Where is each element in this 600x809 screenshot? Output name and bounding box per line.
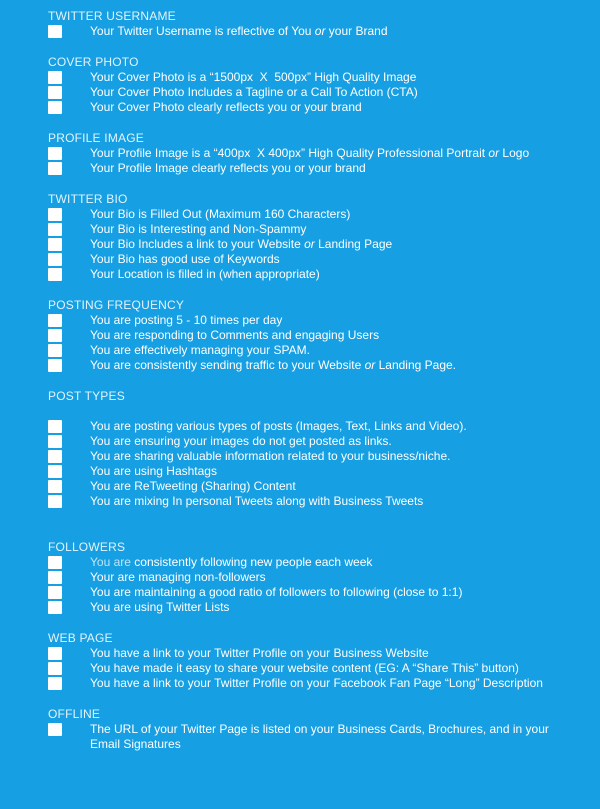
checklist-item xyxy=(48,85,574,100)
checklist-item-text: You are sharing valuable information related to your business/niche. xyxy=(90,449,451,463)
checklist-item xyxy=(48,161,574,176)
checklist-item xyxy=(48,237,574,252)
checklist-item-text: You have a link to your Twitter Profile on your Business Website xyxy=(90,646,429,660)
section-profile-image xyxy=(48,131,574,176)
checkbox[interactable] xyxy=(48,465,62,478)
checklist-item-text: You are posting various types of posts (Images, Text, Links and Video). xyxy=(90,419,467,433)
checklist-item-text: You are consistently following new people each week xyxy=(90,555,373,569)
checklist-item xyxy=(48,328,574,343)
checklist-item-text: You are using Twitter Lists xyxy=(90,600,230,614)
checklist-item xyxy=(48,222,574,237)
checklist-item-text: Your Bio is Interesting and Non-Spammy xyxy=(90,222,307,236)
checklist-item-text: Your Bio is Filled Out (Maximum 160 Characters) xyxy=(90,207,351,221)
checklist-item-text: You are ReTweeting (Sharing) Content xyxy=(90,479,296,493)
checklist-item xyxy=(48,722,574,752)
checklist-item xyxy=(48,555,574,570)
checkbox[interactable] xyxy=(48,495,62,508)
checklist-item-text: Your are managing non-followers xyxy=(90,570,266,584)
checklist-item-text: Your Cover Photo clearly reflects you or your brand xyxy=(90,100,362,114)
checklist-item xyxy=(48,70,574,85)
checklist-item xyxy=(48,343,574,358)
checklist-item xyxy=(48,661,574,676)
section-title: PROFILE IMAGE xyxy=(48,131,144,145)
section-title: OFFLINE xyxy=(48,707,101,721)
checkbox[interactable] xyxy=(48,556,62,569)
section-cover-photo xyxy=(48,55,574,115)
checkbox[interactable] xyxy=(48,601,62,614)
checkbox[interactable] xyxy=(48,677,62,690)
section-post-types xyxy=(48,389,574,509)
checkbox[interactable] xyxy=(48,344,62,357)
checkbox[interactable] xyxy=(48,268,62,281)
checklist-item xyxy=(48,358,574,373)
checklist-item xyxy=(48,646,574,661)
checklist-item xyxy=(48,100,574,115)
checklist-item xyxy=(48,24,574,39)
checklist-item xyxy=(48,449,574,464)
checklist-item xyxy=(48,494,574,509)
checklist-item-text: You are using Hashtags xyxy=(90,464,217,478)
checkbox[interactable] xyxy=(48,314,62,327)
checklist-item-text: The URL of your Twitter Page is listed on your Business Cards, Brochures, and in your Email Signatures xyxy=(90,722,553,751)
checkbox[interactable] xyxy=(48,420,62,433)
checklist-item-text: Your Profile Image clearly reflects you or your brand xyxy=(90,161,366,175)
checklist-item xyxy=(48,146,574,161)
checklist-item xyxy=(48,570,574,585)
section-title: POST TYPES xyxy=(48,389,125,403)
section-posting-frequency xyxy=(48,298,574,373)
checklist-item xyxy=(48,479,574,494)
checklist-item-text: You have a link to your Twitter Profile on your Facebook Fan Page “Long” Description xyxy=(90,676,543,690)
checkbox[interactable] xyxy=(48,571,62,584)
checklist-item-text: You are posting 5 - 10 times per day xyxy=(90,313,283,327)
section-title: WEB PAGE xyxy=(48,631,113,645)
checkbox[interactable] xyxy=(48,586,62,599)
checklist-item-text: Your Bio has good use of Keywords xyxy=(90,252,280,266)
checkbox[interactable] xyxy=(48,723,62,736)
checkbox[interactable] xyxy=(48,223,62,236)
checklist-item-text: You have made it easy to share your website content (EG: A “Share This” button) xyxy=(90,661,519,675)
checklist-item-text: You are ensuring your images do not get posted as links. xyxy=(90,434,392,448)
checkbox[interactable] xyxy=(48,147,62,160)
checklist-item-text: You are mixing In personal Tweets along with Business Tweets xyxy=(90,494,424,508)
checkbox[interactable] xyxy=(48,450,62,463)
checkbox[interactable] xyxy=(48,86,62,99)
checklist-item xyxy=(48,464,574,479)
checkbox[interactable] xyxy=(48,480,62,493)
section-title: COVER PHOTO xyxy=(48,55,139,69)
checkbox[interactable] xyxy=(48,208,62,221)
checklist-item xyxy=(48,313,574,328)
checklist-item-text: Your Cover Photo is a “1500px X 500px” High Quality Image xyxy=(90,70,417,84)
checkbox[interactable] xyxy=(48,71,62,84)
section-title: FOLLOWERS xyxy=(48,540,126,554)
checkbox[interactable] xyxy=(48,647,62,660)
section-title: TWITTER USERNAME xyxy=(48,9,176,23)
section-followers xyxy=(48,540,574,615)
section-title: TWITTER BIO xyxy=(48,192,128,206)
checklist-item xyxy=(48,419,574,434)
checklist-item xyxy=(48,585,574,600)
section-web-page xyxy=(48,631,574,691)
checkbox[interactable] xyxy=(48,253,62,266)
checkbox[interactable] xyxy=(48,359,62,372)
section-title: POSTING FREQUENCY xyxy=(48,298,185,312)
checkbox[interactable] xyxy=(48,329,62,342)
checkbox[interactable] xyxy=(48,238,62,251)
section-twitter-bio xyxy=(48,192,574,282)
checklist-item-text: Your Location is filled in (when appropriate) xyxy=(90,267,320,281)
checkbox[interactable] xyxy=(48,162,62,175)
checklist-item xyxy=(48,252,574,267)
checkbox[interactable] xyxy=(48,101,62,114)
checklist-item-text: You are effectively managing your SPAM. xyxy=(90,343,310,357)
section-offline xyxy=(48,707,574,752)
checklist-item xyxy=(48,676,574,691)
checklist-item-text: Your Profile Image is a “400px X 400px” High Quality Professional Portrait or Logo xyxy=(90,146,530,160)
checkbox[interactable] xyxy=(48,25,62,38)
checklist-item xyxy=(48,207,574,222)
checkbox[interactable] xyxy=(48,435,62,448)
checkbox[interactable] xyxy=(48,662,62,675)
checklist-item-text: You are maintaining a good ratio of followers to following (close to 1:1) xyxy=(90,585,463,599)
checklist-item-text: You are consistently sending traffic to your Website or Landing Page. xyxy=(90,358,457,372)
checklist-item xyxy=(48,267,574,282)
checklist-item xyxy=(48,600,574,615)
checklist-item-text: Your Bio Includes a link to your Website or Landing Page xyxy=(90,237,393,251)
checklist-item-text: You are responding to Comments and engaging Users xyxy=(90,328,380,342)
checklist-item-text: Your Cover Photo Includes a Tagline or a Call To Action (CTA) xyxy=(90,85,418,99)
section-twitter-username xyxy=(48,9,574,39)
checklist-item-text: Your Twitter Username is reflective of You or your Brand xyxy=(90,24,388,38)
checklist-item xyxy=(48,434,574,449)
